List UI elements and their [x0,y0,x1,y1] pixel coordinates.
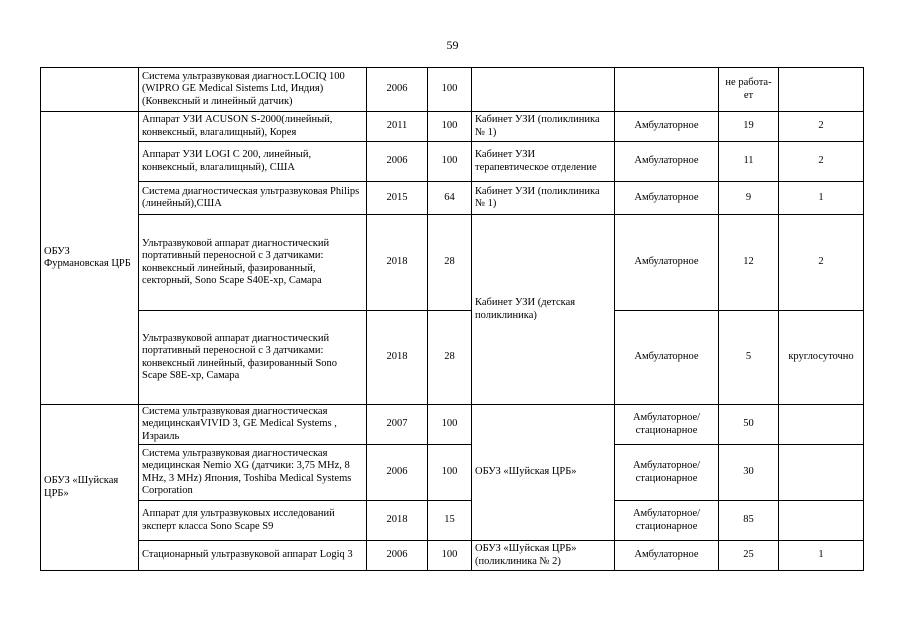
wear-cell: 28 [428,215,472,311]
year-cell: 2011 [367,112,428,142]
location-cell: ОБУЗ «Шуйская ЦРБ» (поликлиника № 2) [472,541,615,571]
mode-cell: Амбулаторное/ стационарное [615,405,719,445]
load-cell: не работа-ет [719,68,779,112]
location-cell: Кабинет УЗИ (поликлиника № 1) [472,112,615,142]
org-cell: ОБУЗ «Шуйская ЦРБ» [41,405,139,571]
table-row [41,112,864,142]
table-row [41,68,864,112]
org-cell [41,68,139,112]
mode-cell: Амбулаторное [615,112,719,142]
device-cell: Система ультразвуковая диагностическая медицинскаяVIVID 3, GE Medical Systems , Израиль [139,405,367,445]
location-cell [472,68,615,112]
year-cell: 2018 [367,311,428,405]
page-number: 59 [446,38,459,52]
year-cell: 2006 [367,142,428,182]
table-row [41,445,864,501]
device-cell: Аппарат УЗИ LOGI C 200, линейный, конвексный, влагалищный), США [139,142,367,182]
wear-cell: 100 [428,405,472,445]
shifts-cell [779,501,864,541]
table-row [41,215,864,311]
shifts-cell: 1 [779,541,864,571]
year-cell: 2006 [367,68,428,112]
mode-cell: Амбулаторное [615,182,719,215]
load-cell: 11 [719,142,779,182]
wear-cell: 28 [428,311,472,405]
shifts-cell: круглосуточно [779,311,864,405]
table-row [41,501,864,541]
device-cell: Система диагностическая ультразвуковая Philips (линейный),США [139,182,367,215]
year-cell: 2018 [367,501,428,541]
equipment-table [40,67,864,571]
location-cell: Кабинет УЗИ (поликлиника № 1) [472,182,615,215]
mode-cell: Амбулаторное/ стационарное [615,445,719,501]
mode-cell: Амбулаторное [615,311,719,405]
device-cell: Ультразвуковой аппарат диагностический портативный переносной с 3 датчиками: конвексный линейный, фазированный, секторный, Sono Scape S40E-xp, Самара [139,215,367,311]
load-cell: 25 [719,541,779,571]
table-row [41,405,864,445]
table-row [41,142,864,182]
shifts-cell: 2 [779,215,864,311]
wear-cell: 100 [428,445,472,501]
load-cell: 12 [719,215,779,311]
table-row [41,541,864,571]
load-cell: 9 [719,182,779,215]
year-cell: 2015 [367,182,428,215]
load-cell: 85 [719,501,779,541]
mode-cell: Амбулаторное [615,215,719,311]
wear-cell: 15 [428,501,472,541]
shifts-cell: 2 [779,112,864,142]
year-cell: 2018 [367,215,428,311]
shifts-cell [779,68,864,112]
mode-cell [615,68,719,112]
device-cell: Стационарный ультразвуковой аппарат Logiq 3 [139,541,367,571]
table-row [41,311,864,405]
device-cell: Аппарат для ультразвуковых исследований эксперт класса Sono Scape S9 [139,501,367,541]
year-cell: 2006 [367,541,428,571]
mode-cell: Амбулаторное/ стационарное [615,501,719,541]
location-cell: Кабинет УЗИ терапевтическое отделение [472,142,615,182]
mode-cell: Амбулаторное [615,541,719,571]
location-cell: Кабинет УЗИ (детская поликлиника) [472,215,615,405]
org-cell: ОБУЗ Фурмановская ЦРБ [41,112,139,405]
load-cell: 30 [719,445,779,501]
wear-cell: 64 [428,182,472,215]
shifts-cell: 2 [779,142,864,182]
location-cell: ОБУЗ «Шуйская ЦРБ» [472,405,615,541]
shifts-cell [779,445,864,501]
mode-cell: Амбулаторное [615,142,719,182]
wear-cell: 100 [428,112,472,142]
device-cell: Аппарат УЗИ ACUSON S-2000(линейный, конвексный, влагалищный), Корея [139,112,367,142]
device-cell: Система ультразвуковая диагност.LOCIQ 100 (WIPRO GE Medical Sistems Ltd, Индия) (Конвексный и линейный датчик) [139,68,367,112]
load-cell: 19 [719,112,779,142]
table-row [41,182,864,215]
wear-cell: 100 [428,541,472,571]
year-cell: 2007 [367,405,428,445]
wear-cell: 100 [428,142,472,182]
device-cell: Ультразвуковой аппарат диагностический портативный переносной с 3 датчиками: конвексный линейный, фазированный Sono Scape S8E-xp, Самара [139,311,367,405]
load-cell: 50 [719,405,779,445]
device-cell: Система ультразвуковая диагностическая медицинская Nemio XG (датчики: 3,75 MHz, 8 MHz, 3 MHz) Япония, Toshiba Medical Systems Corporation [139,445,367,501]
shifts-cell: 1 [779,182,864,215]
load-cell: 5 [719,311,779,405]
wear-cell: 100 [428,68,472,112]
shifts-cell [779,405,864,445]
year-cell: 2006 [367,445,428,501]
